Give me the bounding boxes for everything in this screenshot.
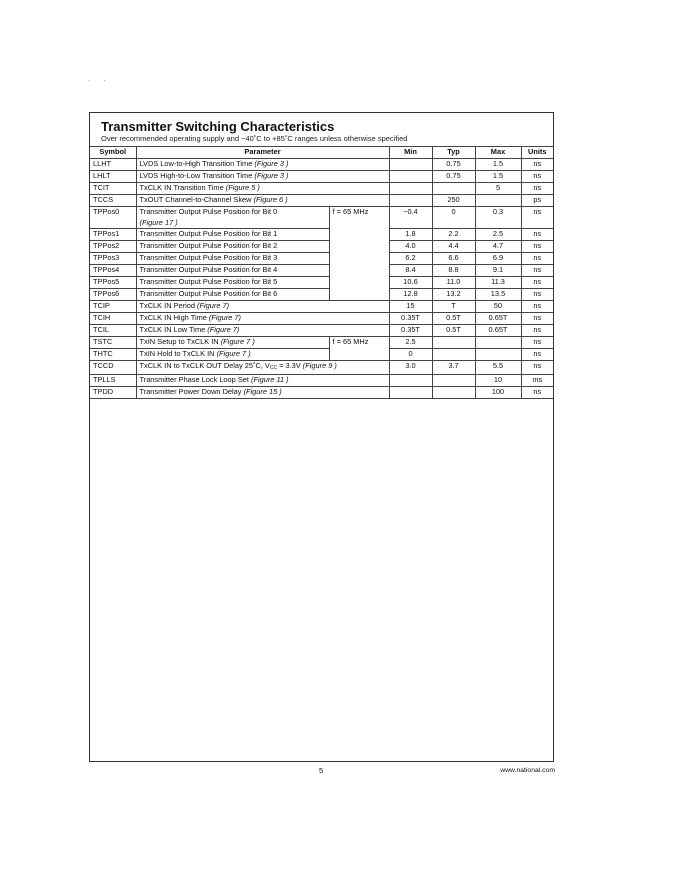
cell-parameter bbox=[136, 229, 329, 241]
header-max: Max bbox=[475, 147, 521, 159]
cell-max: 5 bbox=[475, 183, 521, 195]
cell-max: 0.65T bbox=[475, 313, 521, 325]
table-row bbox=[90, 159, 553, 171]
cell-symbol: THTC bbox=[90, 349, 136, 361]
cell-max: 0.3 bbox=[475, 207, 521, 229]
cell-symbol: TPPos6 bbox=[90, 289, 136, 301]
table-row bbox=[90, 386, 553, 398]
header-min: Min bbox=[389, 147, 432, 159]
section-subtitle: Over recommended operating supply and −40˚C to +85˚C ranges unless otherwise specified bbox=[101, 134, 408, 143]
cell-units: ns bbox=[521, 207, 553, 229]
cell-max: 1.5 bbox=[475, 159, 521, 171]
parameter-text: LVDS Low-to-High Transition Time bbox=[139, 159, 253, 168]
cell-typ: 0.5T bbox=[432, 325, 475, 337]
parameter-text: TxCLK IN to TxCLK OUT Delay 25˚C, V bbox=[139, 361, 270, 370]
cell-typ: 4.4 bbox=[432, 241, 475, 253]
parameter-text: TxCLK IN Period bbox=[139, 301, 195, 310]
cell-symbol: TPPos3 bbox=[90, 253, 136, 265]
parameter-text: LVDS High-to-Low Transition Time bbox=[139, 171, 253, 180]
cell-typ: 0 bbox=[432, 207, 475, 229]
cell-units: ns bbox=[521, 277, 553, 289]
table-row bbox=[90, 253, 553, 265]
cell-min: 12.8 bbox=[389, 289, 432, 301]
cell-symbol: LLHT bbox=[90, 159, 136, 171]
cell-units: ms bbox=[521, 374, 553, 386]
cell-units: ns bbox=[521, 159, 553, 171]
cell-units: ns bbox=[521, 241, 553, 253]
figure-reference: (Figure 5 ) bbox=[225, 183, 260, 192]
table-row bbox=[90, 171, 553, 183]
table-row bbox=[90, 289, 553, 301]
parameter-text: Transmitter Output Pulse Position for Bit 0 bbox=[139, 207, 278, 216]
figure-reference: (Figure 3 ) bbox=[254, 171, 289, 180]
cell-typ bbox=[432, 183, 475, 195]
cell-parameter bbox=[136, 374, 389, 386]
cell-symbol: TPPos2 bbox=[90, 241, 136, 253]
cell-min bbox=[389, 171, 432, 183]
cell-parameter bbox=[136, 159, 389, 171]
cell-min: 4.0 bbox=[389, 241, 432, 253]
cell-parameter bbox=[136, 277, 329, 289]
cell-symbol: TCCS bbox=[90, 195, 136, 207]
cell-typ bbox=[432, 337, 475, 349]
table-row bbox=[90, 229, 553, 241]
figure-reference: (Figure 17 ) bbox=[139, 217, 178, 227]
figure-reference: (Figure 15 ) bbox=[243, 386, 282, 396]
table-row bbox=[90, 183, 553, 195]
page-number: 5 bbox=[319, 766, 324, 775]
cell-units: ns bbox=[521, 183, 553, 195]
cell-max: 4.7 bbox=[475, 241, 521, 253]
cell-symbol: TPPos5 bbox=[90, 277, 136, 289]
table-row bbox=[90, 361, 553, 375]
cell-max: 11.3 bbox=[475, 277, 521, 289]
cell-max: 1.5 bbox=[475, 171, 521, 183]
cell-max: 10 bbox=[475, 374, 521, 386]
cell-parameter bbox=[136, 301, 389, 313]
cell-symbol: TCIH bbox=[90, 313, 136, 325]
header-parameter: Parameter bbox=[136, 147, 389, 159]
parameter-text: TxOUT Channel-to-Channel Skew bbox=[139, 195, 252, 204]
table-row bbox=[90, 277, 553, 289]
figure-reference: (Figure 7 ) bbox=[216, 349, 251, 358]
cell-typ bbox=[432, 349, 475, 361]
cell-typ: 3.7 bbox=[432, 361, 475, 375]
table-row bbox=[90, 349, 553, 361]
cell-max: 6.9 bbox=[475, 253, 521, 265]
cell-max: 13.5 bbox=[475, 289, 521, 301]
cell-typ: 250 bbox=[432, 195, 475, 207]
cell-condition: f = 65 MHz bbox=[329, 207, 389, 301]
table-row bbox=[90, 313, 553, 325]
characteristics-panel bbox=[89, 112, 554, 762]
cell-max: 5.5 bbox=[475, 361, 521, 375]
section-title: Transmitter Switching Characteristics bbox=[101, 119, 335, 134]
cell-condition: f = 65 MHz bbox=[329, 337, 389, 361]
cell-units: ns bbox=[521, 265, 553, 277]
figure-reference: (Figure 3 ) bbox=[254, 159, 289, 168]
switching-characteristics-table bbox=[90, 146, 553, 399]
header-symbol: Symbol bbox=[90, 147, 136, 159]
figure-reference: (Figure 6 ) bbox=[253, 195, 288, 204]
table-row bbox=[90, 325, 553, 337]
cell-units: ns bbox=[521, 325, 553, 337]
cell-typ: 2.2 bbox=[432, 229, 475, 241]
cell-units: ps bbox=[521, 195, 553, 207]
cell-units: ns bbox=[521, 289, 553, 301]
cell-typ: 11.0 bbox=[432, 277, 475, 289]
cell-min bbox=[389, 159, 432, 171]
cell-symbol: LHLT bbox=[90, 171, 136, 183]
parameter-text: Transmitter Output Pulse Position for Bit 6 bbox=[139, 289, 278, 298]
header-marks: . . bbox=[88, 76, 112, 83]
cell-units: ns bbox=[521, 349, 553, 361]
cell-symbol: TPPos0 bbox=[90, 207, 136, 229]
figure-reference: (Figure 7) bbox=[207, 325, 240, 334]
cell-symbol: TCIP bbox=[90, 301, 136, 313]
figure-reference: (Figure 11 ) bbox=[250, 374, 289, 384]
cell-min: 0 bbox=[389, 349, 432, 361]
cell-symbol: TSTC bbox=[90, 337, 136, 349]
cell-min: 3.0 bbox=[389, 361, 432, 375]
cell-units: ns bbox=[521, 361, 553, 375]
cell-parameter bbox=[136, 325, 389, 337]
cell-max: 0.65T bbox=[475, 325, 521, 337]
cell-max: 9.1 bbox=[475, 265, 521, 277]
cell-max: 100 bbox=[475, 386, 521, 398]
cell-symbol: TPLLS bbox=[90, 374, 136, 386]
table-row bbox=[90, 241, 553, 253]
parameter-text: TxCLK IN Low Time bbox=[139, 325, 206, 334]
figure-reference: (Figure 7 ) bbox=[220, 337, 255, 346]
cell-parameter bbox=[136, 195, 389, 207]
cell-min: 15 bbox=[389, 301, 432, 313]
parameter-text: Transmitter Output Pulse Position for Bit 5 bbox=[139, 277, 278, 286]
cell-parameter bbox=[136, 313, 389, 325]
cell-symbol: TCIL bbox=[90, 325, 136, 337]
cell-parameter bbox=[136, 171, 389, 183]
parameter-text-suffix: = 3.3V bbox=[277, 361, 301, 370]
footer-url: www.national.com bbox=[500, 767, 555, 774]
cell-typ: 6.6 bbox=[432, 253, 475, 265]
cell-parameter bbox=[136, 349, 329, 361]
header-typ: Typ bbox=[432, 147, 475, 159]
cell-max bbox=[475, 195, 521, 207]
parameter-text: Transmitter Output Pulse Position for Bit 3 bbox=[139, 253, 278, 262]
cell-parameter bbox=[136, 386, 389, 398]
cell-min bbox=[389, 386, 432, 398]
figure-reference: (Figure 7) bbox=[197, 301, 230, 310]
parameter-text: Transmitter Output Pulse Position for Bit 4 bbox=[139, 265, 278, 274]
cell-min bbox=[389, 183, 432, 195]
cell-max bbox=[475, 337, 521, 349]
cell-typ: 0.75 bbox=[432, 159, 475, 171]
parameter-text: TxCLK IN Transition Time bbox=[139, 183, 224, 192]
figure-reference: (Figure 7) bbox=[208, 313, 241, 322]
cell-parameter bbox=[136, 361, 389, 375]
table-row bbox=[90, 265, 553, 277]
cell-min bbox=[389, 374, 432, 386]
table-row bbox=[90, 337, 553, 349]
cell-max bbox=[475, 349, 521, 361]
table-row bbox=[90, 207, 553, 229]
cell-parameter bbox=[136, 241, 329, 253]
cell-typ bbox=[432, 386, 475, 398]
parameter-text: Transmitter Output Pulse Position for Bit 1 bbox=[139, 229, 278, 238]
cell-typ: 13.2 bbox=[432, 289, 475, 301]
cell-parameter bbox=[136, 337, 329, 349]
cell-max: 2.5 bbox=[475, 229, 521, 241]
cell-typ: 8.8 bbox=[432, 265, 475, 277]
cell-min: 0.35T bbox=[389, 313, 432, 325]
cell-units: ns bbox=[521, 229, 553, 241]
cell-units: ns bbox=[521, 313, 553, 325]
cell-typ: T bbox=[432, 301, 475, 313]
cell-parameter bbox=[136, 183, 389, 195]
cell-units: ns bbox=[521, 337, 553, 349]
cell-min: 10.6 bbox=[389, 277, 432, 289]
table-row bbox=[90, 301, 553, 313]
cell-typ: 0.5T bbox=[432, 313, 475, 325]
cell-parameter bbox=[136, 253, 329, 265]
cell-units: ns bbox=[521, 253, 553, 265]
cell-min: −0.4 bbox=[389, 207, 432, 229]
cell-typ: 0.75 bbox=[432, 171, 475, 183]
cell-units: ns bbox=[521, 171, 553, 183]
parameter-text: Transmitter Phase Lock Loop Set bbox=[139, 374, 249, 384]
cell-symbol: TCCD bbox=[90, 361, 136, 375]
header-units: Units bbox=[521, 147, 553, 159]
cell-min: 0.35T bbox=[389, 325, 432, 337]
parameter-text: Transmitter Power Down Delay bbox=[139, 386, 242, 396]
parameter-text: TxIN Setup to TxCLK IN bbox=[139, 337, 219, 346]
cell-parameter bbox=[136, 207, 329, 229]
parameter-subscript: CC bbox=[269, 365, 278, 371]
cell-units: ns bbox=[521, 301, 553, 313]
cell-parameter bbox=[136, 265, 329, 277]
cell-min bbox=[389, 195, 432, 207]
cell-symbol: TPPos1 bbox=[90, 229, 136, 241]
cell-min: 2.5 bbox=[389, 337, 432, 349]
table-row bbox=[90, 195, 553, 207]
cell-min: 8.4 bbox=[389, 265, 432, 277]
cell-symbol: TPDD bbox=[90, 386, 136, 398]
cell-min: 1.8 bbox=[389, 229, 432, 241]
cell-min: 6.2 bbox=[389, 253, 432, 265]
figure-reference: (Figure 9 ) bbox=[302, 361, 337, 370]
parameter-text: TxCLK IN High Time bbox=[139, 313, 207, 322]
cell-symbol: TPPos4 bbox=[90, 265, 136, 277]
parameter-text: TxIN Hold to TxCLK IN bbox=[139, 349, 215, 358]
table-row bbox=[90, 374, 553, 386]
table-header-row bbox=[90, 147, 553, 159]
cell-max: 50 bbox=[475, 301, 521, 313]
cell-parameter bbox=[136, 289, 329, 301]
cell-symbol: TCIT bbox=[90, 183, 136, 195]
cell-units: ns bbox=[521, 386, 553, 398]
parameter-text: Transmitter Output Pulse Position for Bit 2 bbox=[139, 241, 278, 250]
cell-typ bbox=[432, 374, 475, 386]
